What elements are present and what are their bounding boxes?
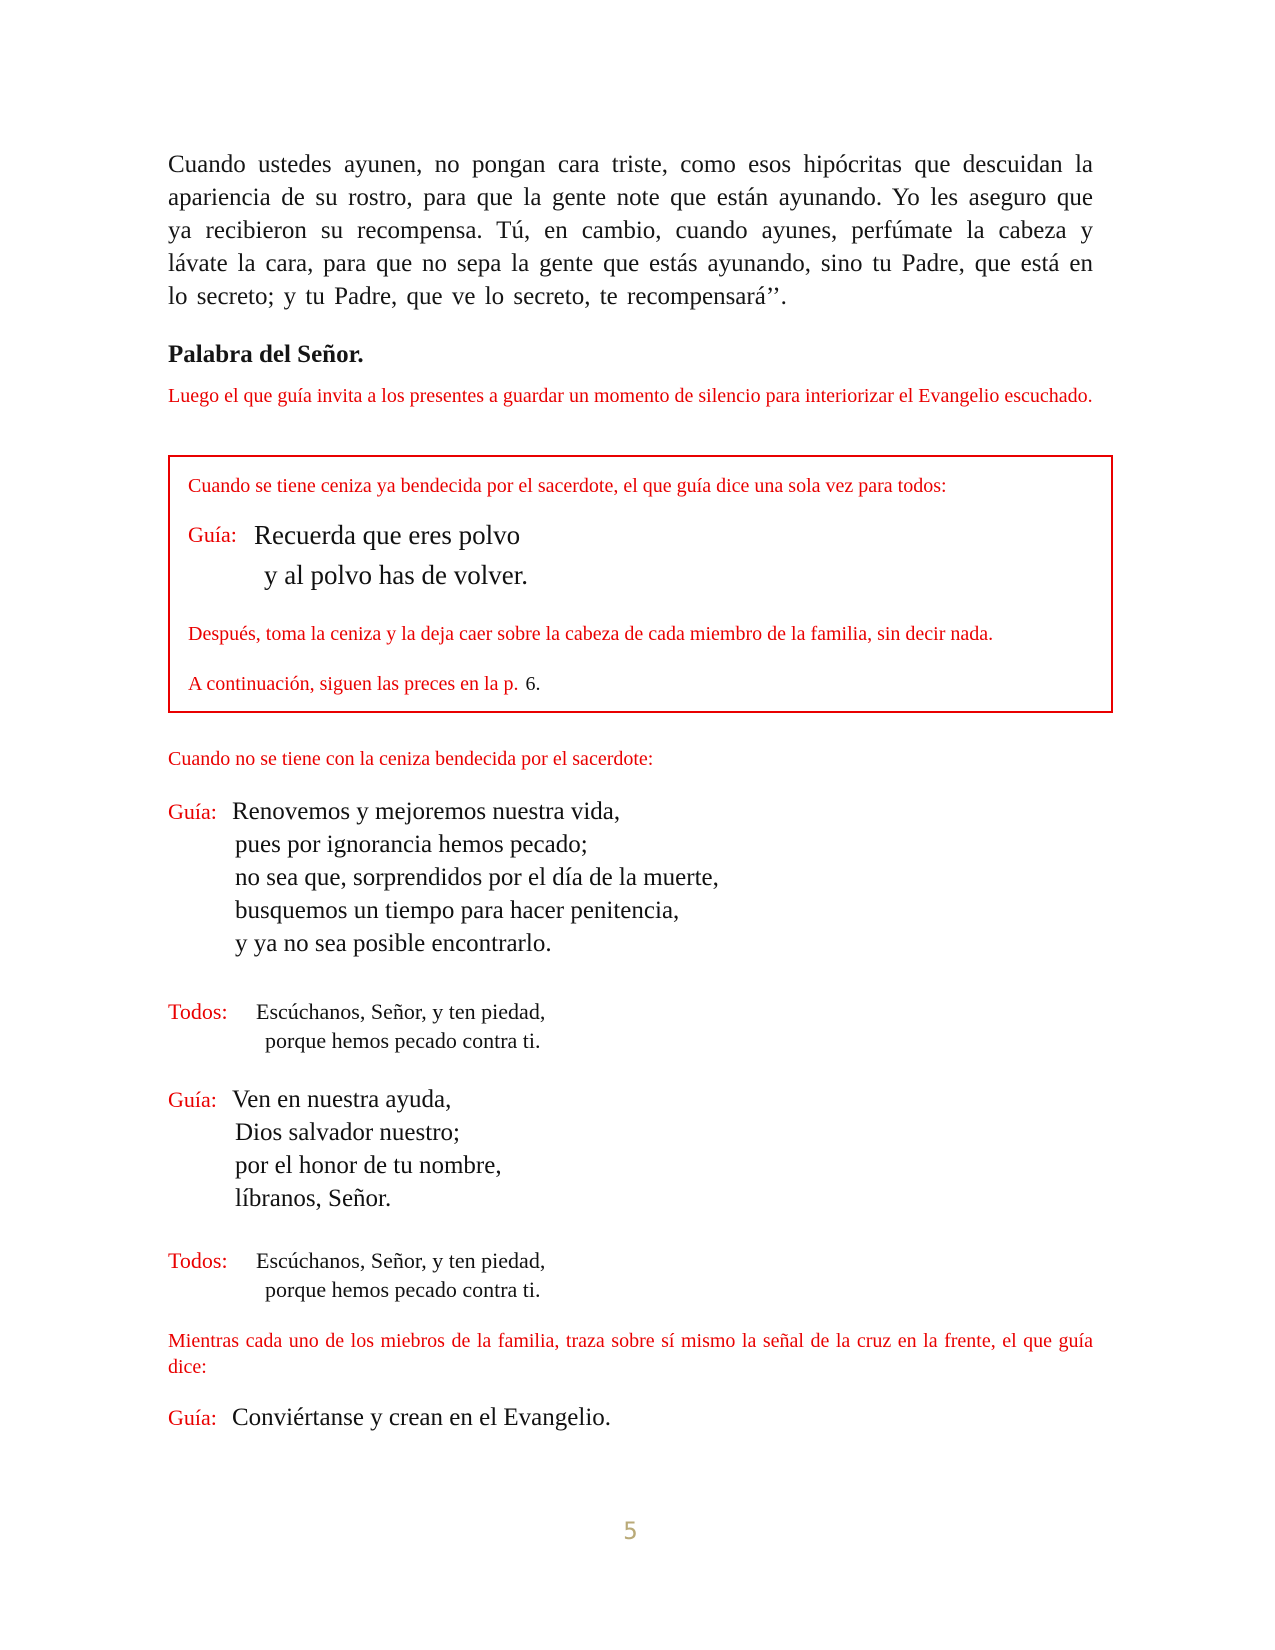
dialog-line: pues por ignorancia hemos pecado;	[235, 831, 588, 858]
dialog-line: y al polvo has de volver.	[264, 560, 528, 590]
dialog-line: busquemos un tiempo para hacer penitencia,	[235, 897, 680, 924]
todos-text	[256, 997, 1093, 1055]
gospel-paragraph: Cuando ustedes ayunen, no pongan cara triste, como esos hipócritas que descuidan la apariencia de su rostro, para que la gente note que están ayunando. Yo les aseguro que ya recibieron su recompensa. Tú, en cambio, cuando ayunes, perfúmate la cabeza y lávate la cara, para que no sepa la gente que estás ayunando, sino tu Padre, que está en lo secreto; y tu Padre, que ve lo secreto, te recompensará’’.	[168, 151, 1093, 310]
dialog-line: Conviértanse y crean en el Evangelio.	[232, 1404, 612, 1431]
guia-label: Guía:	[168, 799, 217, 824]
ashes-box	[168, 455, 1113, 713]
page-reference: 6.	[525, 673, 541, 695]
dialog-line: Dios salvador nuestro;	[235, 1119, 460, 1146]
todos-label: Todos:	[168, 999, 228, 1024]
page-number: 5	[623, 1517, 638, 1545]
todos-label: Todos:	[168, 1248, 228, 1273]
dialog-line: y ya no sea posible encontrarlo.	[235, 930, 552, 957]
gospel-acclamation: Palabra del Señor.	[168, 341, 364, 368]
rubric-box-intro: Cuando se tiene ceniza ya bendecida por el sacerdote, el que guía dice una sola vez para todos:	[188, 475, 947, 497]
dialog-line: Renovemos y mejoremos nuestra vida,	[232, 798, 621, 825]
guia-label: Guía:	[168, 1087, 217, 1112]
guia-text	[254, 515, 1093, 595]
dialog-line: Escúchanos, Señor, y ten piedad,	[256, 999, 546, 1024]
dialog-guia-1	[168, 795, 1093, 960]
page-content	[168, 0, 1093, 1434]
dialog-guia-ashes	[188, 515, 1093, 595]
guia-text	[232, 1083, 1093, 1215]
rubric-box-next-text: A continuación, siguen las preces en la p.	[188, 673, 519, 695]
rubric-box-next	[188, 671, 1093, 697]
guia-text	[232, 795, 1093, 960]
dialog-guia-final	[168, 1401, 1093, 1434]
rubric-silence: Luego el que guía invita a los presentes a guardar un momento de silencio para interiorizar el Evangelio escuchado.	[168, 385, 1093, 407]
dialog-line: no sea que, sorprendidos por el día de la muerte,	[235, 864, 719, 891]
dialog-line: Recuerda que eres polvo	[254, 520, 521, 550]
rubric-no-ashes: Cuando no se tiene con la ceniza bendecida por el sacerdote:	[168, 748, 654, 770]
todos-text	[256, 1246, 1093, 1304]
guia-label: Guía:	[168, 1405, 217, 1430]
dialog-line: porque hemos pecado contra ti.	[265, 1028, 541, 1053]
dialog-line: porque hemos pecado contra ti.	[265, 1277, 541, 1302]
dialog-todos-2	[168, 1246, 1093, 1304]
guia-text	[232, 1401, 1093, 1434]
dialog-line: Ven en nuestra ayuda,	[232, 1086, 452, 1113]
guia-label: Guía:	[188, 522, 237, 547]
rubric-box-after: Después, toma la ceniza y la deja caer sobre la cabeza de cada miembro de la familia, sin decir nada.	[188, 623, 994, 645]
dialog-line: Escúchanos, Señor, y ten piedad,	[256, 1248, 546, 1273]
dialog-line: por el honor de tu nombre,	[235, 1152, 502, 1179]
dialog-guia-2	[168, 1083, 1093, 1215]
dialog-todos-1	[168, 997, 1093, 1055]
rubric-sign-of-cross: Mientras cada uno de los miebros de la familia, traza sobre sí mismo la señal de la cruz en la frente, el que guía dice:	[168, 1330, 1093, 1378]
dialog-line: líbranos, Señor.	[235, 1185, 392, 1212]
